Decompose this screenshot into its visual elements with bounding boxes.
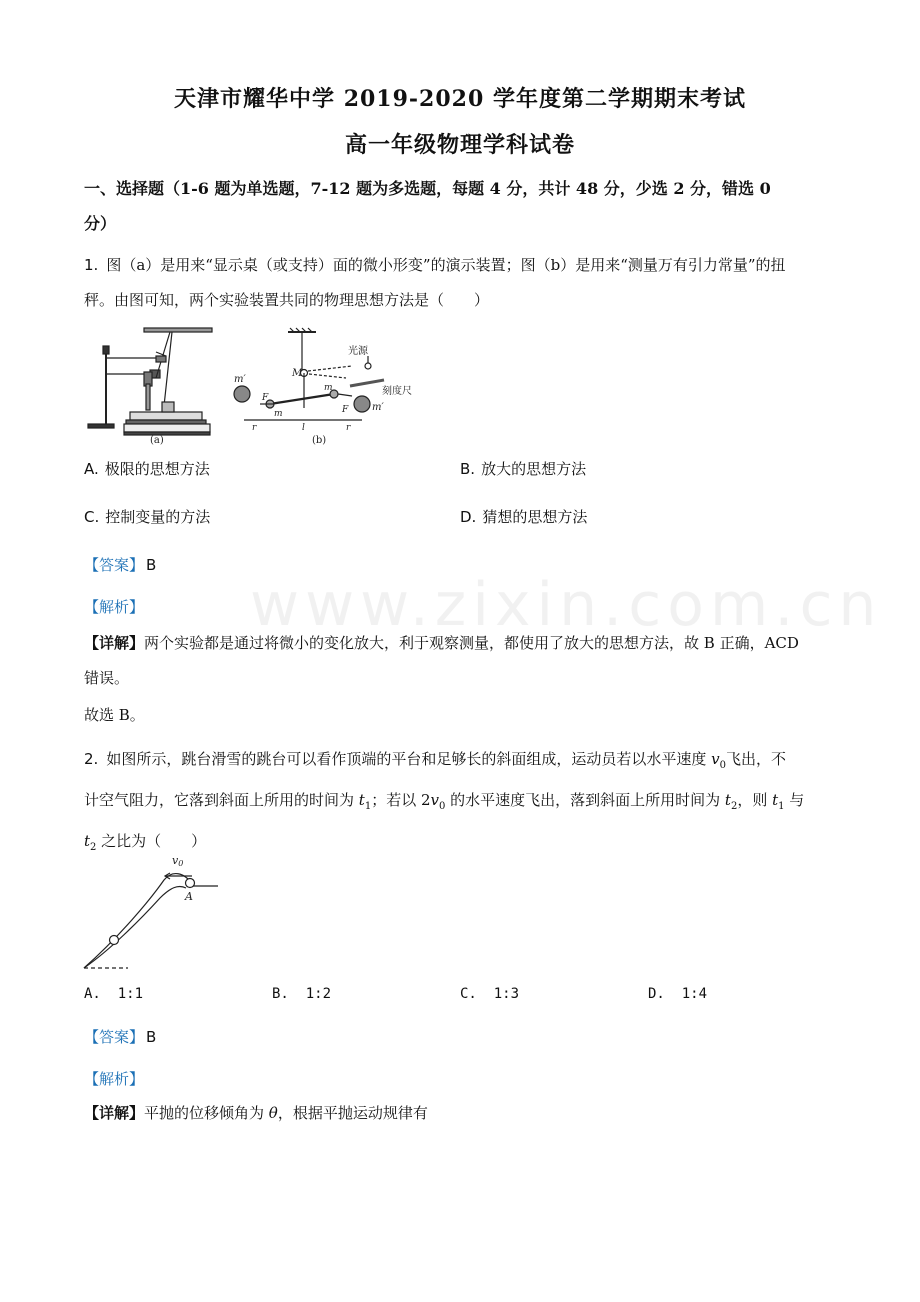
light-source-label: 光源	[348, 346, 368, 357]
q2-option-a-letter: A.	[84, 986, 101, 1002]
q1-stem-line2: 秤。由图可知，两个实验装置共同的物理思想方法是（ ）	[84, 291, 490, 309]
q2-option-c-letter: C.	[460, 986, 477, 1002]
q1-answer-value: B	[146, 556, 157, 574]
q1-number: 1.	[84, 256, 99, 274]
force-F-left-label: F	[262, 393, 269, 403]
q2-line2-c: 的水平速度飞出，落到斜面上所用时间为	[445, 791, 725, 809]
q1-answer-tag: 【答案】	[84, 556, 145, 574]
mass-m-right-label: m	[324, 383, 333, 393]
point-A-label: A	[185, 890, 193, 903]
q2-option-d-text: 1:4	[681, 986, 708, 1002]
distance-r-left-label: r	[252, 423, 257, 433]
distance-r-right-label: r	[346, 423, 351, 433]
q1-option-d[interactable]	[460, 506, 587, 527]
q1-option-d-text: 猜想的思想方法	[482, 508, 588, 526]
section-heading-line1: 一、选择题（1-6 题为单选题，7-12 题为多选题，每题 4 分，共计 48 分，少选 2 分，错选 0	[84, 179, 771, 198]
q2-t1-sub: 1	[364, 801, 372, 812]
q2-line2-a: 计空气阻力，它落到斜面上所用的时间为	[84, 791, 359, 809]
q2-v0-sub: 0	[719, 760, 726, 771]
q2-option-b-text: 1:2	[305, 986, 332, 1002]
slope-lower	[84, 886, 186, 968]
q1-conclusion: 故选 B。	[84, 706, 145, 724]
exam-subtitle: 高一年级物理学科试卷	[344, 132, 575, 158]
q2-line1-a: 如图所示，跳台滑雪的跳台可以看作顶端的平台和足够长的斜面组成，运动员若以水平速度	[106, 750, 712, 768]
q2-line2-b: ；若以 2	[371, 791, 431, 809]
q2-theta-var: θ	[268, 1104, 278, 1122]
q2-2v0-var: v	[430, 791, 439, 809]
scale-label: 刻度尺	[382, 386, 412, 397]
q2-t2-sub: 2	[730, 801, 738, 812]
q1-option-a-text: 极限的思想方法	[104, 460, 210, 478]
q1-figure	[84, 326, 424, 448]
q2-t2b-var: t	[84, 832, 91, 850]
mirror-M-label: M	[292, 368, 303, 379]
q2-option-a-text: 1:1	[117, 986, 144, 1002]
mass-m-left-label: m	[274, 409, 283, 419]
section-heading-line2: 分）	[84, 214, 117, 233]
q2-t2b-sub: 2	[90, 842, 97, 853]
q1-option-c-letter: C.	[84, 508, 100, 526]
v0-label: v0	[172, 854, 184, 868]
q1-detail-tag: 【详解】	[84, 634, 145, 652]
q1-answer	[84, 554, 156, 575]
figure-a-apparatus	[88, 328, 212, 435]
q1-analysis-tag: 【解析】	[84, 598, 145, 616]
q2-option-d-letter: D.	[648, 986, 665, 1002]
figure-b-label: (b)	[312, 435, 327, 446]
q2-option-b[interactable]	[272, 986, 331, 1002]
mass-m-prime-left-label: m′	[234, 374, 246, 385]
figure-b-torsion-balance	[234, 328, 384, 420]
q2-detail	[84, 1096, 844, 1131]
q2-t1b-var: t	[772, 791, 779, 809]
q2-detail-b: ，根据平抛运动规律有	[277, 1104, 428, 1122]
q1-option-b-letter: B.	[460, 460, 476, 478]
q2-v0-var: v	[711, 750, 720, 768]
q1-option-d-letter: D.	[460, 508, 477, 526]
q2-line1-b: 飞出，不	[725, 750, 786, 768]
skier-at-A	[186, 879, 195, 888]
q1-stem	[84, 248, 844, 318]
q2-t1b-sub: 1	[778, 801, 785, 812]
exam-title: 天津市耀华中学 2019-2020 学年度第二学期期末考试	[174, 86, 746, 112]
q2-ski-jump-figure	[80, 850, 230, 976]
q2-detail-a: 平抛的位移倾角为	[144, 1104, 269, 1122]
q1-detail	[84, 626, 844, 696]
q2-2v0-sub: 0	[438, 801, 446, 812]
mass-m-prime-right-label: m′	[372, 402, 384, 413]
q1-detail-line2: 错误。	[84, 669, 130, 687]
q2-detail-tag: 【详解】	[84, 1104, 145, 1122]
q2-line3-rest: 之比为（ ）	[96, 832, 207, 850]
q2-option-d[interactable]	[648, 986, 707, 1002]
q1-option-a-letter: A.	[84, 460, 99, 478]
q2-answer-value: B	[146, 1028, 157, 1046]
q2-option-c[interactable]	[460, 986, 519, 1002]
q2-line2-e: 与	[784, 791, 805, 809]
watermark: www.zixin.com.cn	[250, 570, 883, 640]
length-l-label: l	[302, 423, 305, 433]
q2-option-a[interactable]	[84, 986, 143, 1002]
q1-detail-line1: 两个实验都是通过将微小的变化放大，利于观察测量，都使用了放大的思想方法，故 B 正确，ACD	[144, 634, 799, 652]
q2-number: 2.	[84, 750, 99, 768]
q2-answer	[84, 1026, 156, 1047]
q2-t1-var: t	[358, 791, 365, 809]
skier-on-slope	[110, 936, 119, 945]
q2-option-b-letter: B.	[272, 986, 289, 1002]
q1-stem-line1: 图（a）是用来“显示桌（或支持）面的微小形变”的演示装置；图（b）是用来“测量万有引力常量”的扭	[106, 256, 786, 274]
q2-answer-tag: 【答案】	[84, 1028, 145, 1046]
q2-t2-var: t	[724, 791, 731, 809]
section-heading	[84, 171, 844, 241]
q2-stem	[84, 742, 844, 865]
q1-option-a[interactable]	[84, 458, 210, 479]
q1-option-b-text: 放大的思想方法	[481, 460, 587, 478]
force-F-right-label: F	[342, 405, 349, 415]
q1-option-c[interactable]	[84, 506, 210, 527]
q2-line2-d: ，则	[737, 791, 773, 809]
q1-option-c-text: 控制变量的方法	[105, 508, 211, 526]
q2-option-c-text: 1:3	[493, 986, 520, 1002]
figure-a-label: (a)	[150, 435, 164, 446]
q2-analysis-tag: 【解析】	[84, 1070, 145, 1088]
q1-option-b[interactable]	[460, 458, 586, 479]
